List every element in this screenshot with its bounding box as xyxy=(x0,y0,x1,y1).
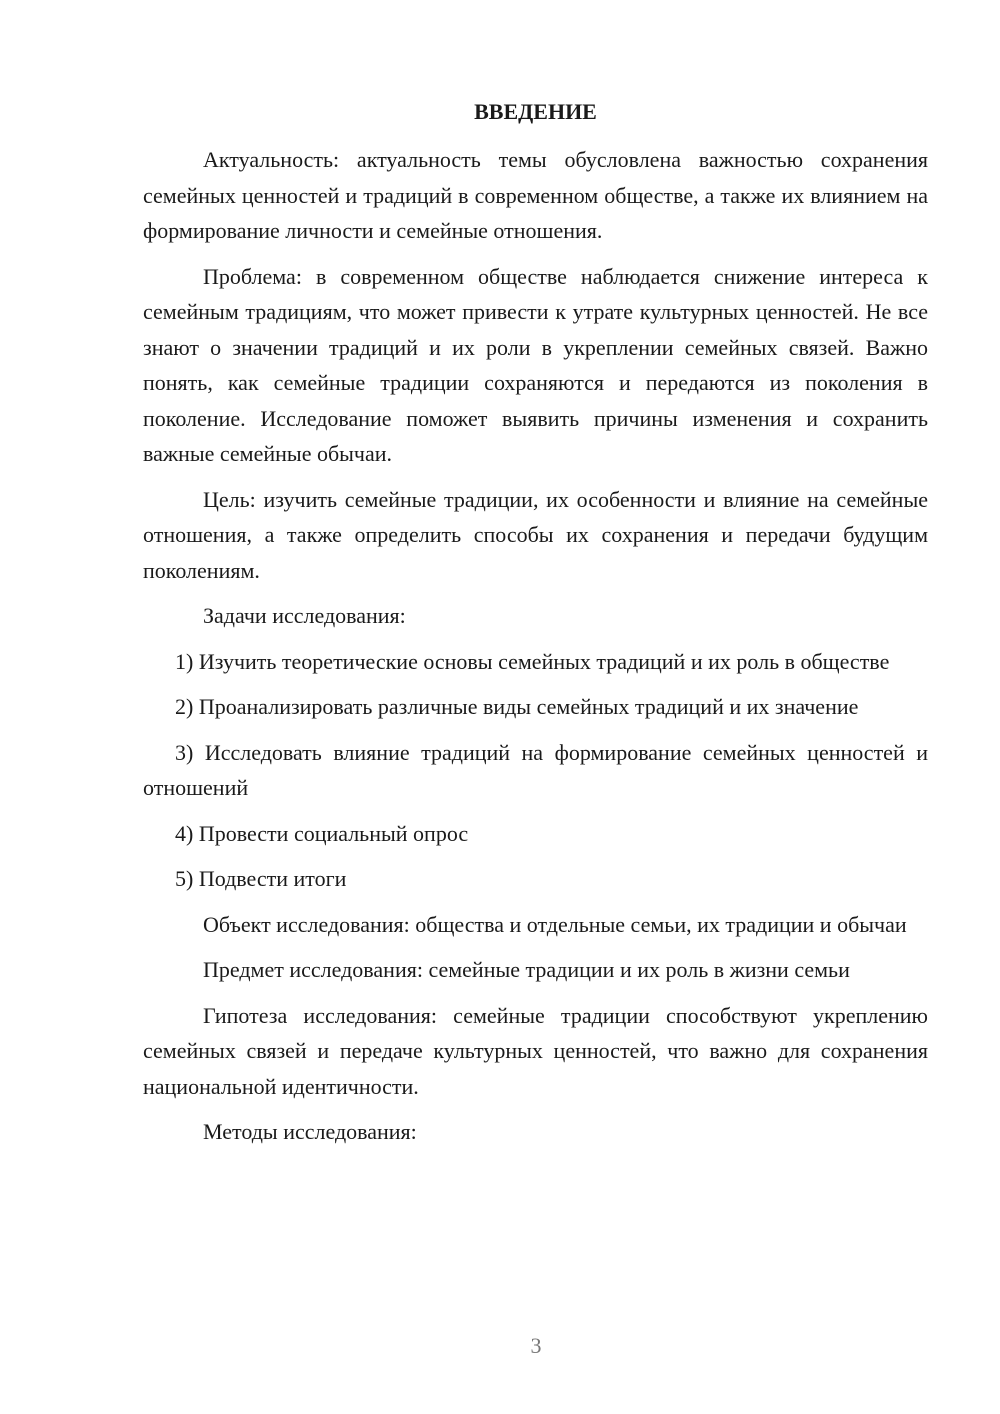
task-item-5: 5) Подвести итоги xyxy=(175,866,347,891)
task-item-1: 1) Изучить теоретические основы семейных традиций и их роль в обществе xyxy=(175,648,890,674)
page-body xyxy=(143,94,928,1160)
problem-paragraph: Проблема: в современном обществе наблюдается снижение интереса к семейным традициям, что может привести к утрате культурных ценностей. Не все знают о значении традиций и их роли в укреплении семейных связей. Важно понять, как семейные традиции сохраняются и передаются из поколения в поколение. Исследование поможет выявить причины изменения и сохранить важные семейные обычаи. xyxy=(143,263,928,466)
hypothesis-paragraph: Гипотеза исследования: семейные традиции способствуют укреплению семейных связей и передаче культурных ценностей, что важно для сохранения национальной идентичности. xyxy=(143,1002,928,1099)
section-heading: ВВЕДЕНИЕ xyxy=(474,99,597,124)
methods-title: Методы исследования: xyxy=(203,1119,417,1144)
relevance-paragraph: Актуальность: актуальность темы обусловлена важностью сохранения семейных ценностей и традиций в современном обществе, а также их влиянием на формирование личности и семейные отношения. xyxy=(143,147,928,243)
task-item-3: 3) Исследовать влияние традиций на формирование семейных ценностей и отношений xyxy=(143,739,928,800)
subject-paragraph: Предмет исследования: семейные традиции и их роль в жизни семьи xyxy=(203,957,850,982)
object-paragraph: Объект исследования: общества и отдельные семьи, их традиции и обычаи xyxy=(203,911,907,937)
page-number: 3 xyxy=(530,1333,542,1358)
tasks-title: Задачи исследования: xyxy=(203,603,406,628)
goal-paragraph: Цель: изучить семейные традиции, их особенности и влияние на семейные отношения, а также определить способы их сохранения и передачи будущим поколениям. xyxy=(143,486,928,583)
task-item-2: 2) Проанализировать различные виды семейных традиций и их значение xyxy=(175,694,859,719)
task-item-4: 4) Провести социальный опрос xyxy=(175,820,469,846)
